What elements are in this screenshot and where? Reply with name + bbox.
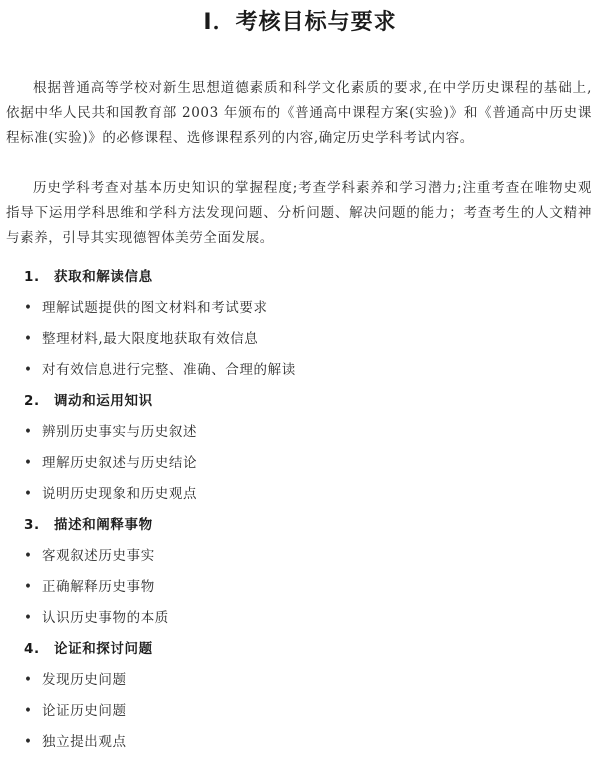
section-number: 4. <box>24 641 40 657</box>
section-title: 描述和阐释事物 <box>54 517 153 533</box>
intro-paragraph-2: 历史学科考查对基本历史知识的掌握程度;考查学科素养和学习潜力;注重考查在唯物史观指导下运用学科思维和学科方法发现问题、分析问题、解决问题的能力；考查考生的人文精神与素养，引导其实现德智体美劳全面发展。 <box>6 180 592 246</box>
list-item-text: 客观叙述历史事实 <box>42 548 155 564</box>
list-item <box>24 293 584 324</box>
list-item <box>24 727 584 758</box>
list-item <box>24 665 584 696</box>
bullet-icon: • <box>24 331 33 347</box>
page-title: I．考核目标与要求 <box>203 10 397 35</box>
bullet-icon: • <box>24 300 33 316</box>
bullet-icon: • <box>24 734 33 750</box>
bullet-icon: • <box>24 362 33 378</box>
section-title: 获取和解读信息 <box>54 269 153 285</box>
list-item-text: 理解试题提供的图文材料和考试要求 <box>42 300 268 316</box>
bullet-icon: • <box>24 486 33 502</box>
list-item <box>24 479 584 510</box>
section-number: 1. <box>24 269 40 285</box>
list-item-text: 说明历史现象和历史观点 <box>42 486 198 502</box>
section-number: 2. <box>24 393 40 409</box>
list-item-text: 正确解释历史事物 <box>42 579 155 595</box>
list-item <box>24 417 584 448</box>
list-item <box>24 603 584 634</box>
section-title: 论证和探讨问题 <box>54 641 153 657</box>
list-item <box>24 355 584 386</box>
section-number: 3. <box>24 517 40 533</box>
list-item-text: 发现历史问题 <box>42 672 127 688</box>
objectives-list <box>24 262 584 758</box>
list-item-text: 独立提出观点 <box>42 734 127 750</box>
intro-paragraph-1: 根据普通高等学校对新生思想道德素质和科学文化素质的要求,在中学历史课程的基础上,依据中华人民共和国教育部 2003 年颁布的《普通高中课程方案(实验)》和《普通高中历史课程标准(实验)》的必修课程、选修课程系列的内容,确定历史学科考试内容。 <box>6 80 592 146</box>
list-item-text: 认识历史事物的本质 <box>42 610 169 626</box>
list-item <box>24 696 584 727</box>
bullet-icon: • <box>24 703 33 719</box>
section-heading-3 <box>24 510 584 541</box>
bullet-icon: • <box>24 424 33 440</box>
list-item-text: 对有效信息进行完整、准确、合理的解读 <box>42 362 296 378</box>
list-item <box>24 448 584 479</box>
bullet-icon: • <box>24 548 33 564</box>
list-item-text: 论证历史问题 <box>42 703 127 719</box>
bullet-icon: • <box>24 610 33 626</box>
list-item-text: 理解历史叙述与历史结论 <box>42 455 198 471</box>
section-heading-4 <box>24 634 584 665</box>
bullet-icon: • <box>24 455 33 471</box>
bullet-icon: • <box>24 579 33 595</box>
list-item <box>24 572 584 603</box>
list-item-text: 整理材料,最大限度地获取有效信息 <box>42 331 259 347</box>
section-heading-1 <box>24 262 584 293</box>
bullet-icon: • <box>24 672 33 688</box>
section-heading-2 <box>24 386 584 417</box>
section-title: 调动和运用知识 <box>54 393 153 409</box>
list-item-text: 辨别历史事实与历史叙述 <box>42 424 198 440</box>
list-item <box>24 324 584 355</box>
list-item <box>24 541 584 572</box>
